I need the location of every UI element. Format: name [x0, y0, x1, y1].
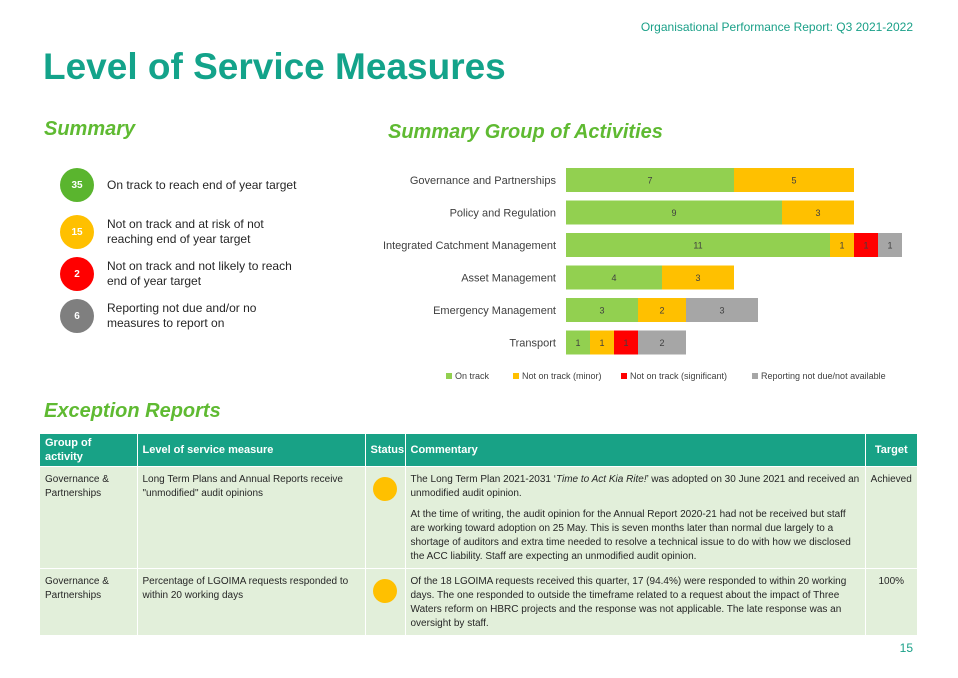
legend-swatch [621, 373, 627, 379]
summary-item [60, 299, 297, 333]
data-label: 3 [695, 273, 701, 283]
column-header-status: Status [365, 434, 405, 467]
legend-swatch [446, 373, 452, 379]
column-header-measure: Level of service measure [137, 434, 365, 467]
status-count-badge: 2 [60, 257, 94, 291]
data-label: 2 [659, 305, 665, 316]
column-header-group: Group of activity [40, 434, 137, 467]
status-indicator-icon [373, 477, 397, 501]
legend-label: Not on track (minor) [522, 371, 602, 381]
data-label: 5 [791, 175, 797, 186]
data-label: 2 [659, 338, 665, 348]
summary-item-label: Not on track and at risk of not reaching end of year target [107, 217, 264, 246]
data-label: 3 [719, 305, 725, 316]
plan-name: Time to Act Kia Rite! [555, 474, 647, 485]
status-cell [365, 569, 405, 636]
category-label: Asset Management [461, 272, 556, 285]
page-title: Level of Service Measures [43, 46, 506, 87]
summary-title: Summary [44, 118, 136, 140]
report-title: Organisational Performance Report: Q3 2021-2022 [640, 20, 913, 34]
table-row [40, 569, 917, 636]
data-label: 1 [863, 240, 869, 251]
data-label: 4 [611, 273, 617, 283]
status-indicator-icon [373, 579, 397, 603]
data-label: 11 [693, 240, 703, 251]
page-number: 15 [899, 641, 913, 655]
data-label: 9 [671, 208, 677, 218]
exception-table [40, 434, 917, 635]
summary-item-label: On track to reach end of year target [107, 177, 297, 192]
data-label: 1 [887, 240, 893, 251]
commentary-text: ’ was adopted on 30 June 2021 and received an unmodified audit opinion. [410, 474, 860, 499]
status-count-badge: 15 [60, 215, 94, 249]
measure-cell: Percentage of LGOIMA requests responded to within 20 working days [137, 569, 365, 636]
summary-item-label: Not on track and not likely to reach end of year target [107, 259, 292, 288]
status-count-badge: 6 [60, 299, 94, 333]
legend-swatch [513, 373, 519, 379]
summary-item [60, 257, 297, 291]
chart-title: Summary Group of Activities [388, 121, 663, 143]
group-cell: Governance & Partnerships [40, 569, 137, 636]
category-label: Emergency Management [433, 305, 556, 317]
status-count-badge: 35 [60, 168, 94, 202]
data-label: 1 [839, 240, 845, 251]
summary-group-chart [370, 160, 930, 395]
data-label: 1 [599, 338, 605, 348]
commentary-paragraph [411, 473, 860, 501]
summary-item [60, 168, 297, 202]
target-cell: Achieved [865, 467, 917, 569]
data-label: 3 [815, 208, 821, 218]
commentary-cell [405, 467, 865, 569]
exception-table-container [40, 434, 917, 635]
summary-item [60, 215, 297, 249]
category-label: Policy and Regulation [449, 207, 556, 220]
commentary-paragraph: Of the 18 LGOIMA requests received this quarter, 17 (94.4%) were responded to within 20 working days. The one responded to outside the timeframe related to a request about the impact of Three Waters reform on HBRC projects and the response was not applicable. The late response was an oversight by staff. [410, 576, 847, 629]
column-header-commentary: Commentary [405, 434, 865, 467]
legend-label: Reporting not due/not available [761, 371, 886, 381]
measure-cell: Long Term Plans and Annual Reports receive "unmodified" audit opinions [137, 467, 365, 569]
commentary-paragraph: At the time of writing, the audit opinion for the Annual Report 2020-21 had not be received but staff are working toward adoption on 25 May. This is seven months later than normal due largely to a shortage of auditors and extra time needed to resolve a technical issue to do with how we disclosed the ACC liability. Staff are expecting an unmodified audit opinion. [410, 509, 851, 562]
data-label: 1 [575, 338, 581, 348]
commentary-text: The Long Term Plan 2021-2031 ‘ [410, 474, 556, 485]
status-cell [365, 467, 405, 569]
category-label: Governance and Partnerships [409, 175, 556, 187]
data-label: 1 [623, 338, 629, 348]
data-label: 3 [599, 305, 605, 316]
target-cell: 100% [865, 569, 917, 636]
legend-label: On track [455, 371, 490, 381]
exception-reports-title: Exception Reports [44, 400, 221, 422]
group-cell: Governance & Partnerships [40, 467, 137, 569]
summary-item-label: Reporting not due and/or no measures to report on [107, 301, 257, 330]
data-label: 7 [647, 175, 653, 186]
table-header-row [40, 434, 917, 467]
table-row [40, 467, 917, 569]
commentary-cell [405, 569, 865, 636]
column-header-target: Target [865, 434, 917, 467]
category-label: Integrated Catchment Management [382, 240, 556, 252]
category-label: Transport [509, 337, 556, 350]
legend-label: Not on track (significant) [630, 371, 728, 381]
legend-swatch [752, 373, 758, 379]
